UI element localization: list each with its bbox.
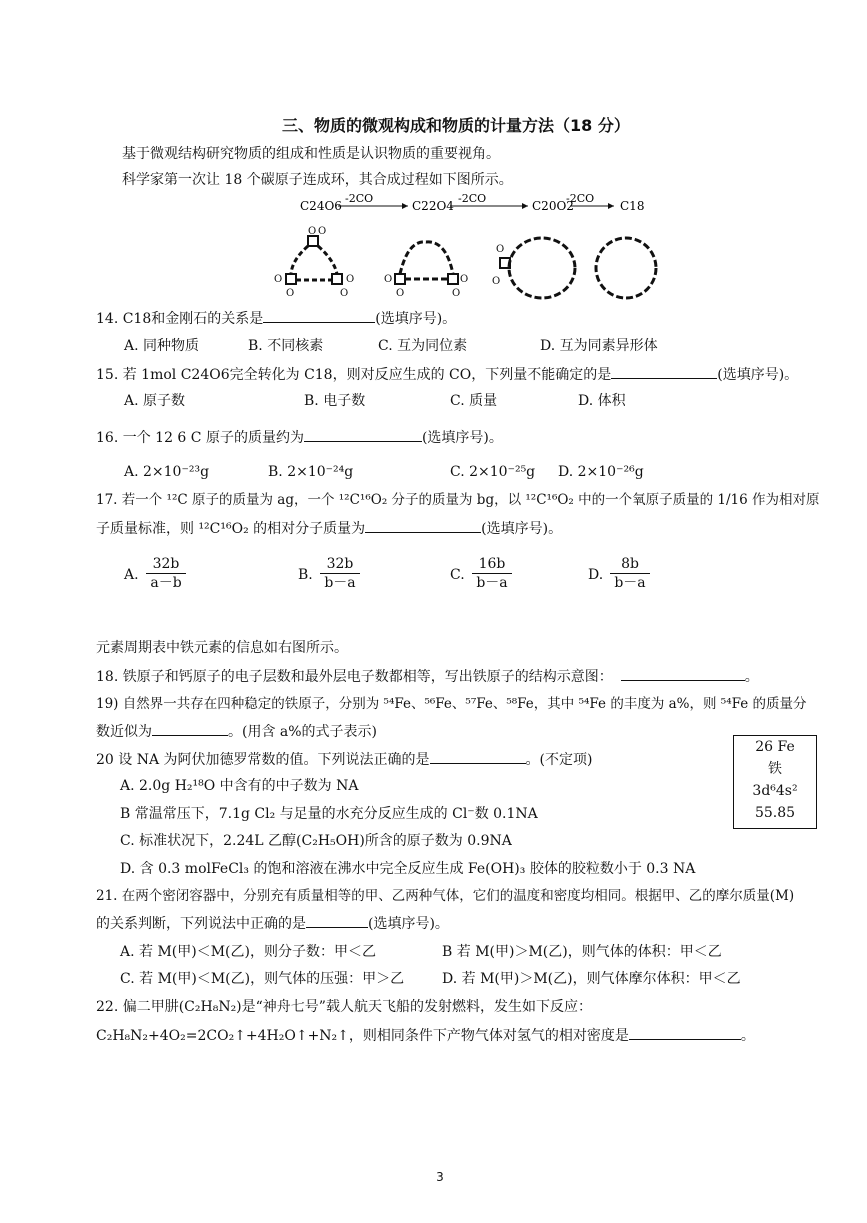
svg-text:O: O [396,288,405,299]
q17-option-a-label: A. [124,567,139,583]
q20-stem [96,749,592,770]
synthesis-scheme [290,190,660,220]
q16-tail: (选填序号)。 [421,430,503,446]
q21-option-b: B 若 M(甲)＞M(乙)，则气体的体积：甲＜乙 [442,944,722,960]
q22-line-1: 22. 偏二甲肼(C₂H₈N₂)是“神舟七号”载人航天飞船的发射燃料，发生如下反应： [96,999,592,1015]
q22-tail: 。 [740,1028,755,1044]
q17-answer-blank[interactable] [365,518,481,533]
svg-text:O: O [384,274,393,285]
q16-answer-blank[interactable] [304,427,422,442]
q18-answer-blank[interactable] [621,666,745,681]
iron-number-symbol: 26 Fe [755,739,795,755]
q17-option-c-label: C. [450,567,465,583]
q19-answer-blank[interactable] [152,721,228,736]
q21-line-2-text: 的关系判断，下列说法中正确的是 [96,916,306,932]
q17-option-a-fraction [146,555,186,592]
q15-option-c: C. 质量 [450,393,498,409]
molecule-structures [260,222,670,312]
q16-option-d: D. 2×10⁻²⁶g [558,464,644,480]
svg-text:O: O [460,274,469,285]
q17-line-2-text: 子质量标准，则 ¹²C¹⁶O₂ 的相对分子质量为 [96,521,366,537]
svg-text:O: O [496,244,505,255]
q14-option-a: A. 同种物质 [124,338,200,354]
page-number: 3 [436,1170,444,1184]
q15-stem-text: 15. 若 1mol C24O6完全转化为 C18，则对反应生成的 CO，下列量不能确定的是 [96,367,612,383]
svg-text:O: O [274,274,283,285]
q14-option-c: C. 互为同位素 [378,338,468,354]
q17-option-b-fraction [320,555,360,592]
q19-line-1: 19) 自然界一共存在四种稳定的铁原子，分别为 ⁵⁴Fe、⁵⁶Fe、⁵⁷Fe、⁵⁸Fe，其中 ⁵⁴Fe 的丰度为 a%，则 ⁵⁴Fe 的质量分 [96,696,807,712]
iron-element-card [733,735,817,829]
q17-option-d-den: b－a [614,575,646,591]
q21-answer-blank[interactable] [306,913,368,928]
q14-option-d: D. 互为同素异形体 [540,338,658,354]
q17-tail: (选填序号)。 [481,521,563,537]
q16-option-c: C. 2×10⁻²⁵g [450,464,536,480]
q20-answer-blank[interactable] [430,749,526,764]
q17-option-b-label: B. [298,567,313,583]
q22-line-2-text: C₂H₈N₂+4O₂=2CO₂↑+4H₂O↑+N₂↑，则相同条件下产物气体对氢气的相对密度是 [96,1028,629,1044]
intro-line-1: 基于微观结构研究物质的组成和性质是认识物质的重要视角。 [122,146,500,162]
q22-answer-blank[interactable] [629,1025,741,1040]
q19-tail: 。(用含 a%的式子表示) [228,724,378,740]
q17-option-d-fraction [610,555,650,592]
q20-stem-text: 20 设 NA 为阿伏加德罗常数的值。下列说法正确的是 [96,752,430,768]
scheme-a2: -2CO [458,192,487,205]
q14-tail: (选填序号)。 [375,311,457,327]
q15-option-b: B. 电子数 [304,393,366,409]
q21-option-c: C. 若 M(甲)＜M(乙)，则气体的压强：甲＞乙 [120,971,405,987]
q18-stem-text: 18. 铁原子和钙原子的电子层数和最外层电子数都相等，写出铁原子的结构示意图： [96,669,613,685]
q17-option-c-den: b－a [476,575,508,591]
q21-line-2 [96,913,449,934]
q17-option-d-num: 8b [610,555,650,574]
q16-option-b: B. 2×10⁻²⁴g [268,464,354,480]
q14-stem [96,308,456,329]
svg-text:O: O [308,226,317,237]
q15-stem [96,364,798,385]
q17-line-1: 17. 若一个 ¹²C 原子的质量为 ag，一个 ¹²C¹⁶O₂ 分子的质量为 bg，以 ¹²C¹⁶O₂ 中的一个氧原子质量的 1/16 作为相对原 [96,492,820,508]
q17-option-a-num: 32b [146,555,186,574]
q16-stem [96,427,503,448]
q20-option-c: C. 标准状况下，2.24L 乙醇(C₂H₅OH)所含的原子数为 0.9NA [120,833,512,849]
svg-text:O: O [318,226,327,237]
svg-text:O: O [346,274,355,285]
q21-option-d: D. 若 M(甲)＞M(乙)，则气体摩尔体积：甲＜乙 [442,971,741,987]
q17-option-b-num: 32b [320,555,360,574]
svg-text:O: O [286,288,295,299]
intro-line-2: 科学家第一次让 18 个碳原子连成环，其合成过程如下图所示。 [122,172,513,188]
q19-line-2-text: 数近似为 [96,724,152,740]
q16-option-a: A. 2×10⁻²³g [124,464,210,480]
scheme-s4: C18 [620,199,645,213]
q18-line [96,666,759,687]
q19-line-2 [96,721,377,742]
q17-option-c-fraction [472,555,512,592]
fe-intro: 元素周期表中铁元素的信息如右图所示。 [96,640,348,656]
iron-name: 铁 [768,761,782,777]
q14-answer-blank[interactable] [263,308,375,323]
q15-option-d: D. 体积 [578,393,626,409]
q16-stem-text: 16. 一个 12 6 C 原子的质量约为 [96,430,304,446]
svg-text:O: O [452,288,461,299]
q17-option-b-den: b－a [324,575,356,591]
iron-atomic-mass: 55.85 [754,805,796,821]
q15-tail: (选填序号)。 [717,367,799,383]
scheme-s3: C20O2 [532,199,574,213]
svg-text:O: O [492,276,501,287]
q15-option-a: A. 原子数 [124,393,186,409]
q17-option-d-label: D. [588,567,604,583]
q20-tail: 。(不定项) [525,752,593,768]
q20-option-b: B 常温常压下，7.1g Cl₂ 与足量的水充分反应生成的 Cl⁻数 0.1NA [120,806,538,822]
q17-line-2 [96,518,562,539]
q17-option-a-den: a－b [150,575,182,591]
iron-electron-config: 3d⁶4s² [752,783,798,799]
q22-line-2 [96,1025,755,1046]
scheme-a3: -2CO [566,192,595,205]
svg-text:O: O [340,288,349,299]
scheme-a1: -2CO [345,192,374,205]
scheme-s2: C22O4 [412,199,454,213]
q15-answer-blank[interactable] [611,364,717,379]
q14-stem-text: 14. C18和金刚石的关系是 [96,311,264,327]
q21-line-1: 21. 在两个密闭容器中，分别充有质量相等的甲、乙两种气体，它们的温度和密度均相同。根据甲、乙的摩尔质量(M) [96,888,795,904]
section-title: 三、物质的微观构成和物质的计量方法（18 分） [282,116,630,135]
scheme-s1: C24O6 [300,199,342,213]
q20-option-a: A. 2.0g H₂¹⁸O 中含有的中子数为 NA [120,778,359,794]
q20-option-d: D. 含 0.3 molFeCl₃ 的饱和溶液在沸水中完全反应生成 Fe(OH)₃ 胶体的胶粒数小于 0.3 NA [120,861,696,877]
q17-option-c-num: 16b [472,555,512,574]
q18-tail: 。 [744,669,759,685]
q14-option-b: B. 不同核素 [248,338,324,354]
q21-option-a: A. 若 M(甲)＜M(乙)，则分子数：甲＜乙 [120,944,376,960]
q21-tail: (选填序号)。 [368,916,449,932]
